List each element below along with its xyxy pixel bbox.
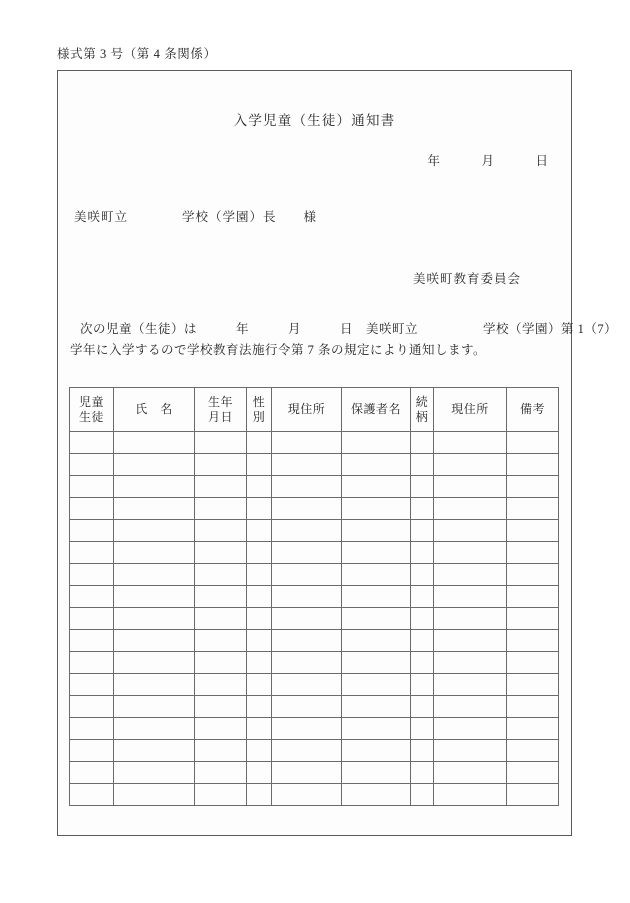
table-row	[70, 740, 559, 762]
table-cell[interactable]	[411, 564, 434, 586]
table-header-cell-line: 氏 名	[135, 402, 173, 416]
table-header-cell-line: 保護者名	[350, 402, 401, 416]
table-cell[interactable]	[342, 718, 411, 740]
table-cell[interactable]	[114, 454, 195, 476]
table-cell[interactable]	[434, 740, 507, 762]
table-cell[interactable]	[434, 696, 507, 718]
table-cell[interactable]	[70, 696, 114, 718]
table-cell[interactable]	[342, 498, 411, 520]
table-cell[interactable]	[114, 432, 195, 454]
table-header-cell-line: 続	[415, 394, 429, 409]
body-paragraph-line-2: 学年に入学するので学校教育法施行令第 7 条の規定により通知します。	[70, 343, 487, 357]
table-cell[interactable]	[507, 696, 559, 718]
table-cell[interactable]	[195, 476, 247, 498]
issuer-line: 美咲町教育委員会	[412, 272, 521, 286]
table-row	[70, 476, 559, 498]
table-cell[interactable]	[70, 476, 114, 498]
table-header-cell-line: 現住所	[451, 402, 489, 416]
table-cell[interactable]	[507, 608, 559, 630]
table-cell[interactable]	[195, 432, 247, 454]
table-row	[70, 718, 559, 740]
body-paragraph	[70, 319, 618, 361]
table-cell[interactable]	[342, 696, 411, 718]
table-cell[interactable]	[272, 476, 342, 498]
table-cell[interactable]	[272, 608, 342, 630]
table-cell[interactable]	[195, 696, 247, 718]
table-cell[interactable]	[342, 542, 411, 564]
table-cell[interactable]	[247, 762, 272, 784]
table-cell[interactable]	[342, 608, 411, 630]
table-cell[interactable]	[70, 762, 114, 784]
table-cell[interactable]	[342, 520, 411, 542]
table-header-cell-line: 児童	[78, 394, 104, 409]
table-cell[interactable]	[434, 586, 507, 608]
table-cell[interactable]	[114, 740, 195, 762]
table-cell[interactable]	[272, 498, 342, 520]
table-cell[interactable]	[507, 784, 559, 806]
table-cell[interactable]	[507, 432, 559, 454]
table-cell[interactable]	[70, 608, 114, 630]
body-paragraph-line-1: 次の児童（生徒）は 年 月 日 美咲町立 学校（学園）第 1（7）	[80, 322, 618, 336]
table-cell[interactable]	[272, 432, 342, 454]
table-cell[interactable]	[411, 432, 434, 454]
table-cell[interactable]	[272, 542, 342, 564]
table-cell[interactable]	[411, 586, 434, 608]
table-cell[interactable]	[247, 498, 272, 520]
table-row	[70, 564, 559, 586]
table-cell[interactable]	[342, 740, 411, 762]
table-cell[interactable]	[507, 476, 559, 498]
table-header-cell-line: 備考	[519, 402, 545, 416]
table-cell[interactable]	[507, 520, 559, 542]
table-row	[70, 784, 559, 806]
table-cell[interactable]	[114, 674, 195, 696]
table-cell[interactable]	[411, 520, 434, 542]
table-cell[interactable]	[272, 586, 342, 608]
table-cell[interactable]	[195, 762, 247, 784]
table-cell[interactable]	[411, 608, 434, 630]
table-cell[interactable]	[114, 630, 195, 652]
table-row	[70, 630, 559, 652]
table-cell[interactable]	[70, 630, 114, 652]
table-cell[interactable]	[114, 696, 195, 718]
table-cell[interactable]	[411, 652, 434, 674]
issue-date-line: 年 月 日	[427, 154, 549, 168]
table-row	[70, 762, 559, 784]
table-cell[interactable]	[342, 652, 411, 674]
table-header-cell	[70, 388, 114, 432]
table-header-cell	[434, 388, 507, 432]
table-cell[interactable]	[434, 718, 507, 740]
table-cell[interactable]	[114, 520, 195, 542]
table-cell[interactable]	[272, 454, 342, 476]
table-row	[70, 432, 559, 454]
table-cell[interactable]	[70, 586, 114, 608]
table-cell[interactable]	[507, 586, 559, 608]
table-cell[interactable]	[247, 476, 272, 498]
table-cell[interactable]	[434, 542, 507, 564]
table-cell[interactable]	[411, 762, 434, 784]
page-title: 入学児童（生徒）通知書	[233, 113, 396, 128]
table-cell[interactable]	[272, 674, 342, 696]
table-cell[interactable]	[195, 454, 247, 476]
table-cell[interactable]	[70, 498, 114, 520]
table-cell[interactable]	[272, 520, 342, 542]
table-cell[interactable]	[70, 674, 114, 696]
table-row	[70, 454, 559, 476]
table-cell[interactable]	[342, 564, 411, 586]
table-cell[interactable]	[434, 520, 507, 542]
table-cell[interactable]	[434, 476, 507, 498]
table-header-cell-line: 別	[252, 409, 266, 424]
table-cell[interactable]	[70, 432, 114, 454]
table-cell[interactable]	[70, 520, 114, 542]
table-cell[interactable]	[70, 454, 114, 476]
table-header-cell	[507, 388, 559, 432]
table-cell[interactable]	[272, 564, 342, 586]
table-cell[interactable]	[434, 762, 507, 784]
table-cell[interactable]	[70, 542, 114, 564]
table-cell[interactable]	[247, 542, 272, 564]
table-cell[interactable]	[247, 718, 272, 740]
table-header-cell-line: 生年	[207, 394, 233, 409]
table-cell[interactable]	[411, 476, 434, 498]
table-cell[interactable]	[342, 762, 411, 784]
table-cell[interactable]	[272, 762, 342, 784]
table-cell[interactable]	[70, 564, 114, 586]
table-cell[interactable]	[114, 784, 195, 806]
table-cell[interactable]	[195, 630, 247, 652]
table-cell[interactable]	[342, 674, 411, 696]
table-cell[interactable]	[342, 784, 411, 806]
table-cell[interactable]	[507, 498, 559, 520]
table-cell[interactable]	[195, 498, 247, 520]
table-cell[interactable]	[195, 652, 247, 674]
table-cell[interactable]	[507, 564, 559, 586]
table-cell[interactable]	[195, 542, 247, 564]
table-cell[interactable]	[342, 586, 411, 608]
table-row	[70, 696, 559, 718]
table-cell[interactable]	[434, 674, 507, 696]
table-cell[interactable]	[434, 608, 507, 630]
table-cell[interactable]	[434, 784, 507, 806]
form-number: 様式第 3 号（第 4 条関係）	[57, 47, 217, 61]
table-cell[interactable]	[411, 454, 434, 476]
table-row	[70, 586, 559, 608]
table-cell[interactable]	[247, 586, 272, 608]
table-header-cell	[247, 388, 272, 432]
table-cell[interactable]	[70, 784, 114, 806]
table-cell[interactable]	[434, 630, 507, 652]
table-cell[interactable]	[247, 652, 272, 674]
table-cell[interactable]	[411, 784, 434, 806]
document-page-frame	[57, 70, 618, 836]
table-row	[70, 498, 559, 520]
table-row	[70, 520, 559, 542]
table-cell[interactable]	[70, 652, 114, 674]
table-cell[interactable]	[342, 630, 411, 652]
table-cell[interactable]	[507, 762, 559, 784]
table-cell[interactable]	[114, 564, 195, 586]
table-cell[interactable]	[195, 586, 247, 608]
table-cell[interactable]	[507, 652, 559, 674]
table-cell[interactable]	[411, 542, 434, 564]
table-header-cell	[195, 388, 247, 432]
table-cell[interactable]	[411, 674, 434, 696]
table-cell[interactable]	[411, 630, 434, 652]
table-cell[interactable]	[272, 740, 342, 762]
table-cell[interactable]	[114, 498, 195, 520]
table-cell[interactable]	[195, 718, 247, 740]
table-cell[interactable]	[114, 652, 195, 674]
table-cell[interactable]	[114, 476, 195, 498]
table-header-cell-line: 柄	[415, 409, 429, 424]
table-cell[interactable]	[507, 542, 559, 564]
table-header-cell	[411, 388, 434, 432]
table-cell[interactable]	[434, 432, 507, 454]
table-cell[interactable]	[342, 432, 411, 454]
table-cell[interactable]	[114, 608, 195, 630]
table-cell[interactable]	[247, 454, 272, 476]
table-cell[interactable]	[434, 564, 507, 586]
addressee-line: 美咲町立 学校（学園）長 様	[74, 210, 318, 224]
table-cell[interactable]	[507, 740, 559, 762]
table-header-cell	[114, 388, 195, 432]
table-cell[interactable]	[195, 608, 247, 630]
table-cell[interactable]	[195, 740, 247, 762]
table-cell[interactable]	[247, 432, 272, 454]
table-cell[interactable]	[411, 498, 434, 520]
table-cell[interactable]	[247, 740, 272, 762]
student-registration-table	[69, 387, 559, 806]
table-header-cell-line: 生徒	[78, 409, 104, 424]
table-body	[70, 432, 559, 806]
table-cell[interactable]	[411, 718, 434, 740]
table-cell[interactable]	[247, 520, 272, 542]
table-cell[interactable]	[247, 674, 272, 696]
table-cell[interactable]	[434, 652, 507, 674]
table-cell[interactable]	[342, 454, 411, 476]
table-cell[interactable]	[247, 784, 272, 806]
table-cell[interactable]	[411, 696, 434, 718]
table-header-cell-line: 現住所	[287, 402, 326, 416]
table-cell[interactable]	[114, 762, 195, 784]
table-cell[interactable]	[272, 784, 342, 806]
table-row	[70, 542, 559, 564]
table-cell[interactable]	[195, 674, 247, 696]
table-cell[interactable]	[247, 564, 272, 586]
table-cell[interactable]	[247, 696, 272, 718]
table-cell[interactable]	[70, 740, 114, 762]
table-row	[70, 608, 559, 630]
table-cell[interactable]	[114, 718, 195, 740]
table-cell[interactable]	[114, 542, 195, 564]
table-cell[interactable]	[247, 608, 272, 630]
table-cell[interactable]	[411, 740, 434, 762]
table-cell[interactable]	[507, 718, 559, 740]
table-cell[interactable]	[434, 498, 507, 520]
table-cell[interactable]	[272, 718, 342, 740]
table-cell[interactable]	[272, 696, 342, 718]
table-header-cell-line: 性	[252, 394, 266, 409]
table-cell[interactable]	[114, 586, 195, 608]
table-cell[interactable]	[272, 652, 342, 674]
table-cell[interactable]	[342, 476, 411, 498]
table-row	[70, 674, 559, 696]
table-cell[interactable]	[195, 520, 247, 542]
table-cell[interactable]	[272, 630, 342, 652]
table-cell[interactable]	[70, 718, 114, 740]
table-cell[interactable]	[247, 630, 272, 652]
table-cell[interactable]	[195, 784, 247, 806]
table-header-cell	[272, 388, 342, 432]
table-header-row	[70, 388, 559, 432]
table-header-cell-line: 月日	[207, 409, 233, 424]
table-cell[interactable]	[507, 630, 559, 652]
table-cell[interactable]	[507, 674, 559, 696]
table-cell[interactable]	[434, 454, 507, 476]
table-row	[70, 652, 559, 674]
table-cell[interactable]	[507, 454, 559, 476]
table-cell[interactable]	[195, 564, 247, 586]
table-header-cell	[342, 388, 411, 432]
